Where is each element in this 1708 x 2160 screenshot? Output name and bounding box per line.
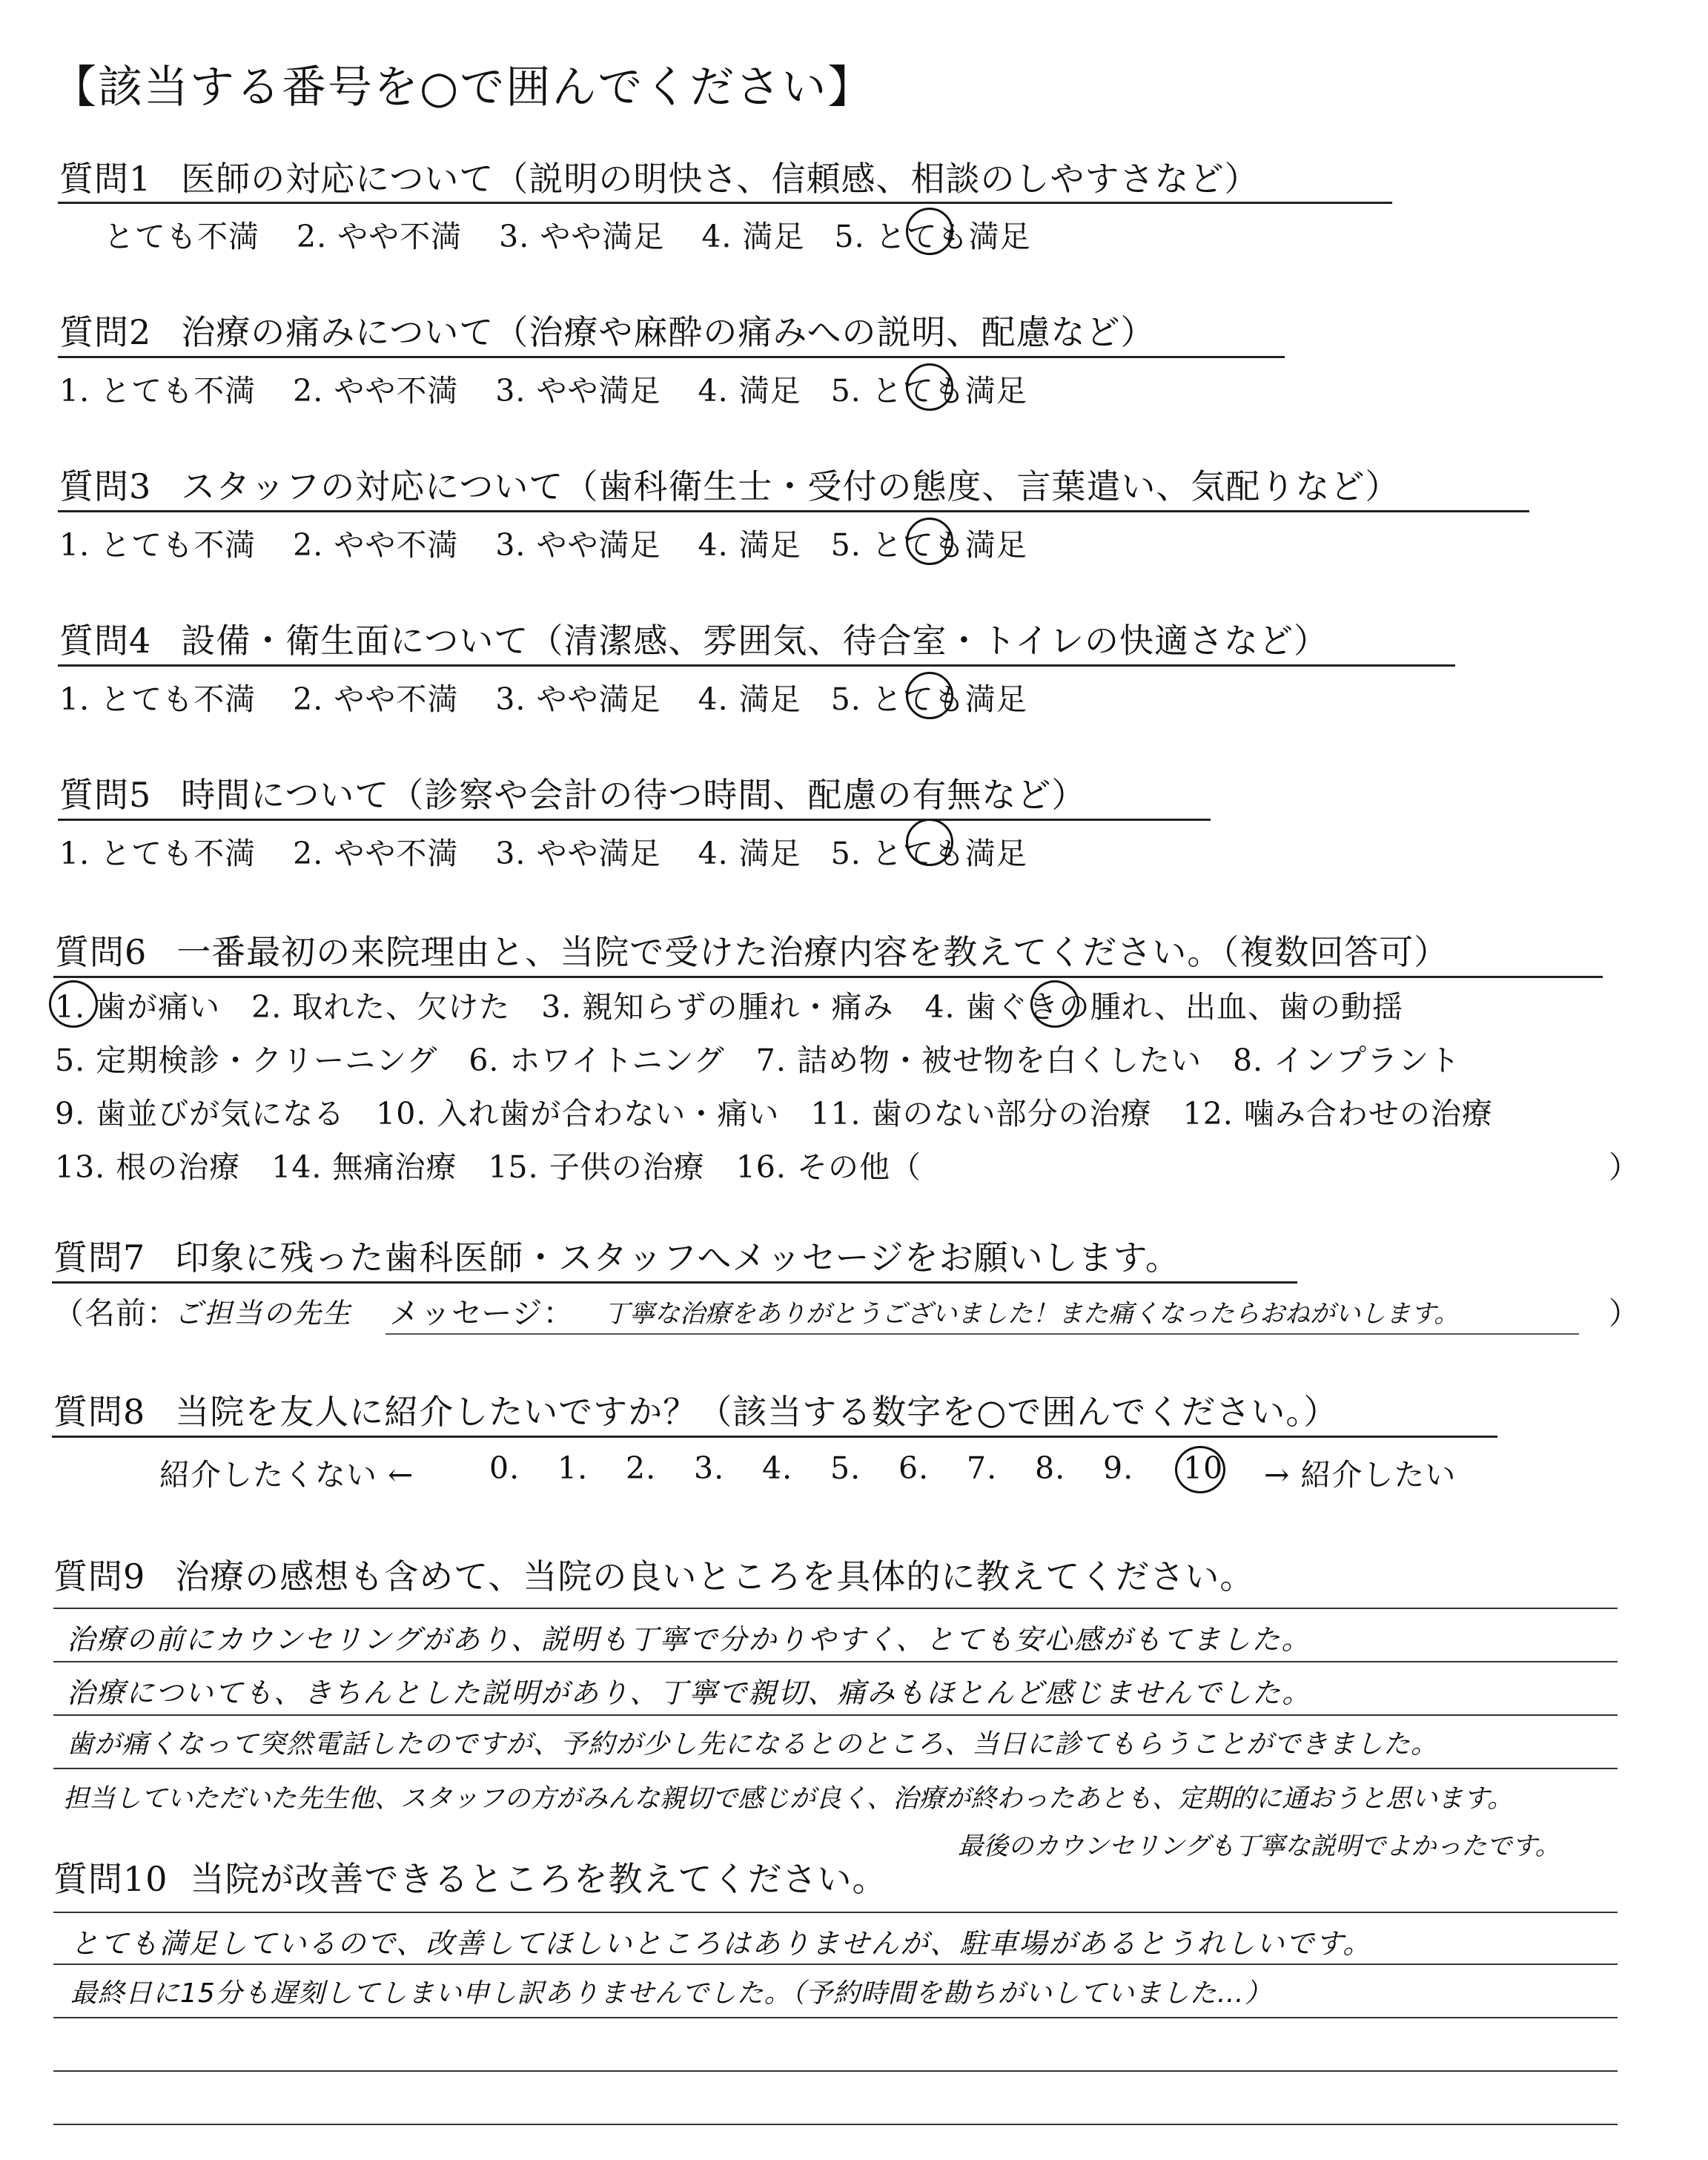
q6-row-4[interactable]: 13. 根の治療 14. 無痛治療 15. 子供の治療 16. その他（ <box>55 1149 921 1185</box>
q5-opt3-num[interactable]: 3. <box>495 836 526 871</box>
q4-opt3-label[interactable]: やや満足 <box>536 681 661 717</box>
q10-line-2[interactable]: 最終日に15分も遅刻してしまい申し訳ありませんでした。（予約時間を勘ちがいしていました…） <box>70 1978 1272 2009</box>
q7-name-label: （名前： <box>53 1295 178 1331</box>
q4-opt1-num[interactable]: 1. <box>59 681 90 717</box>
q3-opt3-label[interactable]: やや満足 <box>536 527 661 563</box>
q9-rule-1 <box>53 1661 1618 1662</box>
q5-opt4-label[interactable]: 満足 <box>738 836 801 871</box>
q10-rule-2 <box>53 2017 1618 2018</box>
q1-opt4-num[interactable]: 4. <box>701 219 732 254</box>
q5-opt2-num[interactable]: 2. <box>293 836 324 871</box>
q8-opt-2[interactable]: 2. <box>626 1450 657 1486</box>
q3-opt5-label[interactable]: とても満足 <box>871 527 1027 563</box>
q2-opt5-label[interactable]: とても満足 <box>871 373 1027 409</box>
q7-name-value[interactable]: ご担当の先生 <box>174 1297 353 1330</box>
q1-answer-circle <box>906 208 953 255</box>
q1-label: 質問1 <box>59 159 152 199</box>
q2-opt1-label[interactable]: とても不満 <box>100 373 256 409</box>
q9-label: 質問9 <box>53 1556 146 1596</box>
q2-opt4-label[interactable]: 満足 <box>738 373 801 409</box>
q4-opt1-label[interactable]: とても不満 <box>100 681 256 717</box>
q2-title <box>59 305 1155 354</box>
q10-rule-1 <box>53 1964 1618 1965</box>
q3-underline <box>58 510 1529 512</box>
q4-underline <box>58 664 1455 667</box>
q4-opt2-label[interactable]: やや不満 <box>334 681 459 717</box>
q2-opt4-num[interactable]: 4. <box>698 373 729 409</box>
q5-opt1-num[interactable]: 1. <box>59 836 90 871</box>
q8-label: 質問8 <box>53 1392 146 1432</box>
q10-text: 当院が改善できるところを教えてください。 <box>190 1859 887 1899</box>
q4-opt4-num[interactable]: 4. <box>698 681 729 717</box>
q6-underline <box>53 976 1603 978</box>
q3-answer-circle <box>906 518 953 565</box>
q10-rule-3 <box>53 2070 1618 2072</box>
q8-right-label: → 紹介したい <box>1264 1457 1457 1493</box>
q1-opt3-num[interactable]: 3. <box>499 219 530 254</box>
q1-underline <box>58 202 1392 204</box>
q8-opt-10[interactable]: 10 <box>1183 1450 1224 1486</box>
q9-line-4[interactable]: 担当していただいた先生他、スタッフの方がみんな親切で感じが良く、治療が終わったあとも、定期的に通おうと思います。 <box>63 1784 1514 1814</box>
q2-answer-circle <box>906 363 953 411</box>
q5-label: 質問5 <box>59 775 152 815</box>
q3-title <box>59 460 1400 509</box>
q5-opt1-label[interactable]: とても不満 <box>100 836 256 871</box>
q4-label: 質問4 <box>59 621 152 661</box>
q3-opt3-num[interactable]: 3. <box>495 527 526 563</box>
q5-text: 時間について（診察や会計の待つ時間、配慮の有無など） <box>181 775 1087 815</box>
q7-title <box>53 1231 1180 1280</box>
q5-opt5-num[interactable]: 5. <box>830 836 861 871</box>
q8-opt-6[interactable]: 6. <box>898 1450 930 1486</box>
q4-answer-circle <box>906 672 953 719</box>
q6-label: 質問6 <box>55 932 148 972</box>
q7-underline <box>52 1281 1297 1284</box>
q1-opt1-label[interactable]: とても不満 <box>104 219 259 254</box>
q5-opt3-label[interactable]: やや満足 <box>536 836 661 871</box>
q1-choices <box>59 212 1031 256</box>
q4-opt2-num[interactable]: 2. <box>293 681 324 717</box>
q8-opt-9[interactable]: 9. <box>1103 1450 1134 1486</box>
q7-label: 質問7 <box>53 1238 146 1278</box>
q3-opt4-label[interactable]: 満足 <box>738 527 801 563</box>
q8-opt-4[interactable]: 4. <box>762 1450 793 1486</box>
q10-title <box>53 1852 887 1901</box>
q6-answer-circle-4 <box>1030 980 1079 1028</box>
q3-opt1-label[interactable]: とても不満 <box>100 527 256 563</box>
q9-rule-0 <box>53 1608 1618 1609</box>
q5-underline <box>58 819 1211 821</box>
q9-line-3[interactable]: 歯が痛くなって突然電話したのですが、予約が少し先になるとのところ、当日に診てもらうことができました。 <box>67 1729 1439 1760</box>
q9-line-2[interactable]: 治療についても、きちんとした説明があり、丁寧で親切、痛みもほとんど感じませんでした。 <box>67 1677 1312 1709</box>
page-heading: 【該当する番号を○で囲んでください】 <box>52 62 874 113</box>
q1-opt5-num[interactable]: 5. <box>834 219 865 254</box>
q4-opt3-num[interactable]: 3. <box>495 681 526 717</box>
q7-message-underline <box>385 1333 1579 1335</box>
q6-text: 一番最初の来院理由と、当院で受けた治療内容を教えてください。（複数回答可） <box>176 932 1449 972</box>
q2-underline <box>58 356 1285 358</box>
q1-opt2-label[interactable]: やや不満 <box>337 219 463 254</box>
q8-text: 当院を友人に紹介したいですか？（該当する数字を○で囲んでください。） <box>175 1392 1339 1432</box>
q6-answer-circle-1 <box>49 980 98 1028</box>
q6-row-2[interactable]: 5. 定期検診・クリーニング 6. ホワイトニング 7. 詰め物・被せ物を白くしたい 8. インプラント <box>55 1043 1461 1078</box>
q8-opt-8[interactable]: 8. <box>1035 1450 1066 1486</box>
q9-line-1[interactable]: 治療の前にカウンセリングがあり、説明も丁寧で分かりやすく、とても安心感がもてました。 <box>67 1623 1311 1656</box>
q4-title <box>59 614 1328 663</box>
q1-opt3-label[interactable]: やや満足 <box>540 219 665 254</box>
q2-opt2-num[interactable]: 2. <box>293 373 324 409</box>
q5-choices <box>59 829 1027 873</box>
q8-underline <box>52 1436 1497 1438</box>
q10-rule-4 <box>53 2124 1618 2125</box>
q7-close: ） <box>1609 1295 1640 1331</box>
q10-rule-0 <box>53 1912 1618 1913</box>
q8-left-label: 紹介したくない ← <box>159 1457 414 1493</box>
q4-opt5-num[interactable]: 5. <box>830 681 861 717</box>
q9-rule-3 <box>53 1768 1618 1769</box>
q9-line-5[interactable]: 最後のカウンセリングも丁寧な説明でよかったです。 <box>958 1832 1560 1861</box>
q8-opt-1[interactable]: 1. <box>557 1450 589 1486</box>
q8-opt-7[interactable]: 7. <box>967 1450 998 1486</box>
q2-opt2-label[interactable]: やや不満 <box>334 373 459 409</box>
q9-rule-2 <box>53 1714 1618 1716</box>
q8-opt-0[interactable]: 0. <box>489 1450 520 1486</box>
q9-text: 治療の感想も含めて、当院の良いところを具体的に教えてください。 <box>175 1556 1255 1596</box>
q8-opt-3[interactable]: 3. <box>694 1450 725 1486</box>
q3-choices <box>59 521 1027 564</box>
q6-title <box>55 925 1449 974</box>
q10-line-1[interactable]: とても満足しているので、改善してほしいところはありませんが、駐車場があるとうれしいです。 <box>70 1927 1373 1960</box>
q2-choices <box>59 366 1027 410</box>
q7-message-value[interactable]: 丁寧な治療をありがとうございました！また痛くなったらおねがいします。 <box>604 1299 1460 1329</box>
q2-label: 質問2 <box>59 312 152 352</box>
q2-opt3-label[interactable]: やや満足 <box>536 373 661 409</box>
q8-opt-5[interactable]: 5. <box>830 1450 861 1486</box>
q3-opt1-num[interactable]: 1. <box>59 527 90 563</box>
q3-opt2-label[interactable]: やや不満 <box>334 527 459 563</box>
q10-label: 質問10 <box>53 1859 168 1899</box>
q4-opt4-label[interactable]: 満足 <box>738 681 801 717</box>
q3-opt5-num[interactable]: 5. <box>830 527 861 563</box>
q2-opt5-num[interactable]: 5. <box>830 373 861 409</box>
q6-row-3[interactable]: 9. 歯並びが気になる 10. 入れ歯が合わない・痛い 11. 歯のない部分の治療 12. 噛み合わせの治療 <box>55 1096 1493 1132</box>
q1-opt4-label[interactable]: 満足 <box>742 219 805 254</box>
q3-opt4-num[interactable]: 4. <box>698 527 729 563</box>
q5-answer-circle <box>906 819 953 866</box>
q1-title <box>59 152 1260 201</box>
q6-row-1[interactable]: 1. 歯が痛い 2. 取れた、欠けた 3. 親知らずの腫れ・痛み 4. 歯ぐきの腫れ、出血、歯の動揺 <box>55 989 1404 1025</box>
q3-label: 質問3 <box>59 466 152 506</box>
q4-text: 設備・衛生面について（清潔感、雰囲気、待合室・トイレの快適さなど） <box>181 621 1329 661</box>
q4-choices <box>59 675 1027 719</box>
q1-opt2-num[interactable]: 2. <box>297 219 328 254</box>
q5-opt5-label[interactable]: とても満足 <box>871 836 1027 871</box>
q8-scale <box>489 1450 1228 1486</box>
q8-answer-circle <box>1175 1446 1225 1493</box>
q2-text: 治療の痛みについて（治療や麻酔の痛みへの説明、配慮など） <box>181 312 1156 352</box>
q3-text: スタッフの対応について（歯科衛生士・受付の態度、言葉遣い、気配りなど） <box>181 466 1400 506</box>
q5-opt4-num[interactable]: 4. <box>698 836 729 871</box>
q7-text: 印象に残った歯科医師・スタッフへメッセージをお願いします。 <box>175 1238 1180 1278</box>
q5-opt2-label[interactable]: やや不満 <box>334 836 459 871</box>
q4-opt5-label[interactable]: とても満足 <box>871 681 1027 717</box>
q9-title <box>53 1550 1254 1599</box>
q1-text: 医師の対応について（説明の明快さ、信頼感、相談のしやすさなど） <box>181 159 1260 199</box>
q2-opt3-num[interactable]: 3. <box>495 373 526 409</box>
q8-title <box>53 1385 1338 1434</box>
q1-opt5-label[interactable]: とても満足 <box>875 219 1031 254</box>
q6-other-close: ） <box>1609 1149 1640 1185</box>
q3-opt2-num[interactable]: 2. <box>293 527 324 563</box>
q5-title <box>59 768 1086 817</box>
q7-message-label: メッセージ： <box>389 1295 575 1331</box>
q2-opt1-num[interactable]: 1. <box>59 373 90 409</box>
